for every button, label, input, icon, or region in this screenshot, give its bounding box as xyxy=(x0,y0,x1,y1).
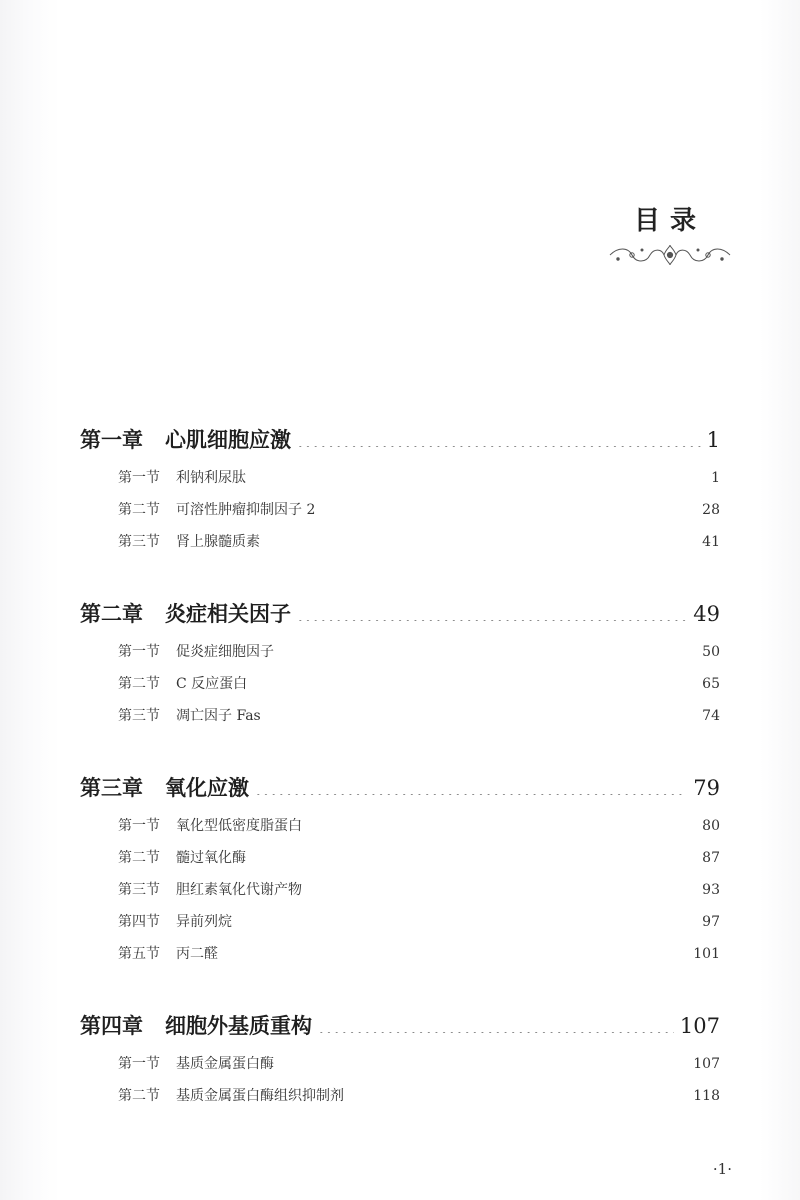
dot-leader xyxy=(253,674,696,688)
section-title: 氧化型低密度脂蛋白 xyxy=(176,818,302,834)
chapter-number: 第二章 xyxy=(80,601,143,626)
chapter-title: 心肌细胞应激 xyxy=(165,427,291,452)
dot-leader xyxy=(255,774,687,795)
dot-leader xyxy=(280,1054,687,1068)
section-number: 第二节 xyxy=(118,502,160,518)
section-title: 促炎症细胞因子 xyxy=(176,644,274,660)
section-entry[interactable] xyxy=(80,668,720,700)
dot-leader xyxy=(318,1012,674,1033)
chapter-page: 79 xyxy=(693,776,720,800)
section-entry[interactable] xyxy=(80,636,720,668)
section-title: 凋亡因子 Fas xyxy=(176,708,261,724)
section-entry[interactable] xyxy=(80,938,720,970)
chapter-title: 细胞外基质重构 xyxy=(165,1013,312,1038)
section-page: 65 xyxy=(702,676,720,692)
section-title: 利钠利尿肽 xyxy=(176,470,246,486)
dot-leader xyxy=(350,1086,687,1100)
section-title: 胆红素氧化代谢产物 xyxy=(176,882,302,898)
section-entry[interactable] xyxy=(80,874,720,906)
chapter-entry[interactable] xyxy=(80,418,720,462)
section-number: 第二节 xyxy=(118,850,160,866)
chapter-title: 炎症相关因子 xyxy=(165,601,291,626)
dot-leader xyxy=(308,816,696,830)
section-page: 50 xyxy=(702,644,720,660)
section-page: 118 xyxy=(693,1088,720,1104)
chapter-entry[interactable] xyxy=(80,766,720,810)
toc-chapter-3 xyxy=(80,766,720,970)
section-number: 第一节 xyxy=(118,644,160,660)
chapter-page: 107 xyxy=(679,1014,720,1038)
chapter-number: 第四章 xyxy=(80,1013,143,1038)
section-page: 97 xyxy=(702,914,720,930)
section-entry[interactable] xyxy=(80,526,720,558)
section-page: 93 xyxy=(702,882,720,898)
dot-leader xyxy=(308,880,696,894)
section-number: 第五节 xyxy=(118,946,160,962)
section-title: 肾上腺髓质素 xyxy=(176,534,260,550)
section-entry[interactable] xyxy=(80,700,720,732)
section-entry[interactable] xyxy=(80,462,720,494)
chapter-page: 49 xyxy=(693,602,720,626)
dot-leader xyxy=(297,600,687,621)
section-entry[interactable] xyxy=(80,1048,720,1080)
dot-leader xyxy=(252,468,705,482)
section-number: 第二节 xyxy=(118,676,160,692)
section-page: 107 xyxy=(693,1056,720,1072)
section-page: 41 xyxy=(702,534,720,550)
dot-leader xyxy=(280,642,696,656)
chapter-title: 氧化应激 xyxy=(165,775,249,800)
section-page: 28 xyxy=(702,502,720,518)
dot-leader xyxy=(238,912,696,926)
dot-leader xyxy=(267,706,696,720)
table-of-contents xyxy=(80,418,720,1112)
section-number: 第三节 xyxy=(118,882,160,898)
chapter-page: 1 xyxy=(706,428,720,452)
section-title: C 反应蛋白 xyxy=(176,676,248,692)
chapter-entry[interactable] xyxy=(80,1004,720,1048)
dot-leader xyxy=(266,532,696,546)
section-number: 第三节 xyxy=(118,534,160,550)
chapter-entry[interactable] xyxy=(80,592,720,636)
toc-chapter-4 xyxy=(80,1004,720,1112)
section-number: 第四节 xyxy=(118,914,160,930)
section-number: 第二节 xyxy=(118,1088,160,1104)
dot-leader xyxy=(297,426,701,447)
section-number: 第三节 xyxy=(118,708,160,724)
section-title: 可溶性肿瘤抑制因子 2 xyxy=(176,502,316,518)
dot-leader xyxy=(224,944,687,958)
section-number: 第一节 xyxy=(118,818,160,834)
section-page: 74 xyxy=(702,708,720,724)
section-page: 80 xyxy=(702,818,720,834)
ornament-flourish-icon xyxy=(606,243,734,267)
section-title: 异前列烷 xyxy=(176,914,232,930)
section-number: 第一节 xyxy=(118,1056,160,1072)
section-entry[interactable] xyxy=(80,494,720,526)
section-entry[interactable] xyxy=(80,906,720,938)
toc-chapter-2 xyxy=(80,592,720,732)
section-entry[interactable] xyxy=(80,842,720,874)
section-title: 基质金属蛋白酶 xyxy=(176,1056,274,1072)
section-entry[interactable] xyxy=(80,810,720,842)
page-number: ·1· xyxy=(712,1160,732,1178)
toc-chapter-1 xyxy=(80,418,720,558)
title-block xyxy=(600,200,740,267)
section-title: 丙二醛 xyxy=(176,946,218,962)
section-title: 基质金属蛋白酶组织抑制剂 xyxy=(176,1088,344,1104)
dot-leader xyxy=(321,500,696,514)
section-number: 第一节 xyxy=(118,470,160,486)
section-entry[interactable] xyxy=(80,1080,720,1112)
chapter-number: 第三章 xyxy=(80,775,143,800)
section-page: 101 xyxy=(693,946,720,962)
dot-leader xyxy=(252,848,696,862)
section-title: 髓过氧化酶 xyxy=(176,850,246,866)
section-page: 87 xyxy=(702,850,720,866)
chapter-number: 第一章 xyxy=(80,427,143,452)
section-page: 1 xyxy=(711,470,720,486)
page-title: 目录 xyxy=(633,206,706,236)
